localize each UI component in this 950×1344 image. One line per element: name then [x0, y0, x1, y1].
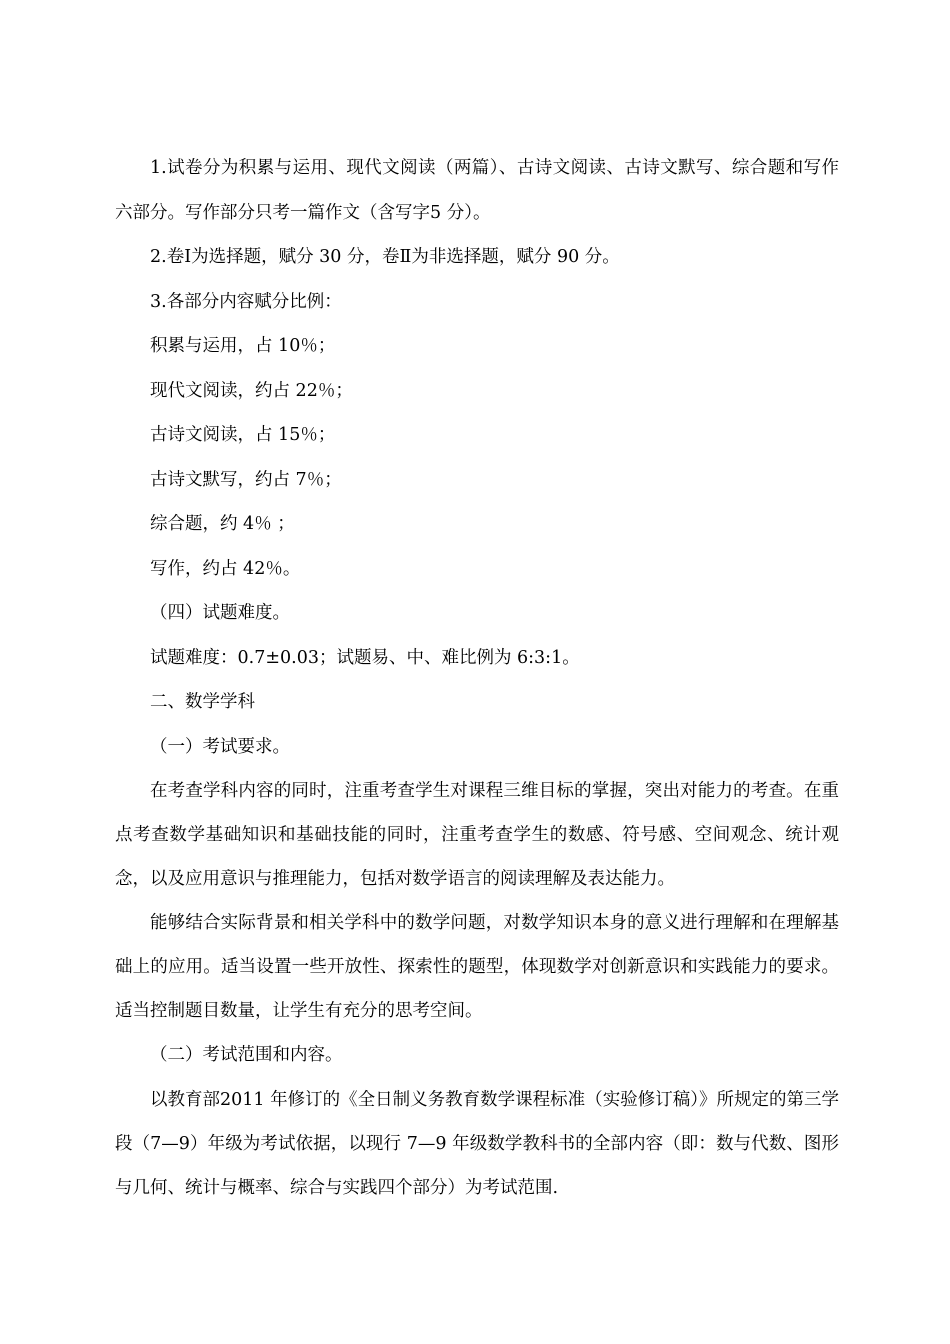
section-heading-exam-requirements: （一）考试要求。	[150, 736, 290, 757]
paragraph-score-ratio-heading: 3.各部分内容赋分比例：	[150, 291, 342, 312]
list-item-accumulation: 积累与运用，占 10％；	[150, 336, 336, 356]
list-item-comprehensive: 综合题，约 4％ ；	[150, 514, 295, 534]
list-item-classical-dictation: 古诗文默写，约占 7％；	[150, 469, 342, 490]
paragraph-requirements-2: 能够结合实际背景和相关学科中的数学问题，对数学知识本身的意义进行理解和在理解基础上的应用。适当设置一些开放性、探索性的题型，体现数学对创新意识和实践能力的要求。适当控制题目数量，让学生有充分的思考空间。	[115, 913, 839, 1021]
paragraph-scope: 以教育部2011 年修订的《全日制义务教育数学课程标准（实验修订稿）》所规定的第三学段（7—9）年级为考试依据，以现行 7—9 年级数学教科书的全部内容（即：数与代数、图形与几何、统计与概率、综合与实践四个部分）为考试范围.	[115, 1089, 839, 1198]
list-item-modern-reading: 现代文阅读，约占 22％；	[150, 380, 353, 401]
section-heading-scope: （二）考试范围和内容。	[150, 1045, 343, 1065]
paragraph-difficulty: 试题难度：0.7±0.03；试题易、中、难比例为 6:3:1。	[150, 647, 580, 668]
paragraph-exam-structure: 1.试卷分为积累与运用、现代文阅读（两篇）、古诗文阅读、古诗文默写、综合题和写作六部分。写作部分只考一篇作文（含写字5 分）。	[115, 158, 839, 223]
list-item-writing: 写作，约占 42％。	[150, 558, 301, 579]
section-heading-math: 二、数学学科	[150, 692, 255, 712]
paragraph-paper-scores: 2.卷Ⅰ为选择题，赋分 30 分，卷Ⅱ为非选择题，赋分 90 分。	[150, 247, 620, 267]
section-heading-difficulty: （四）试题难度。	[150, 603, 290, 623]
paragraph-requirements-1: 在考查学科内容的同时，注重考查学生对课程三维目标的掌握，突出对能力的考查。在重点考查数学基础知识和基础技能的同时，注重考查学生的数感、符号感、空间观念、统计观念，以及应用意识与推理能力，包括对数学语言的阅读理解及表达能力。	[115, 781, 839, 889]
list-item-classical-reading: 古诗文阅读，占 15％；	[150, 425, 336, 445]
document-body	[115, 146, 839, 1210]
